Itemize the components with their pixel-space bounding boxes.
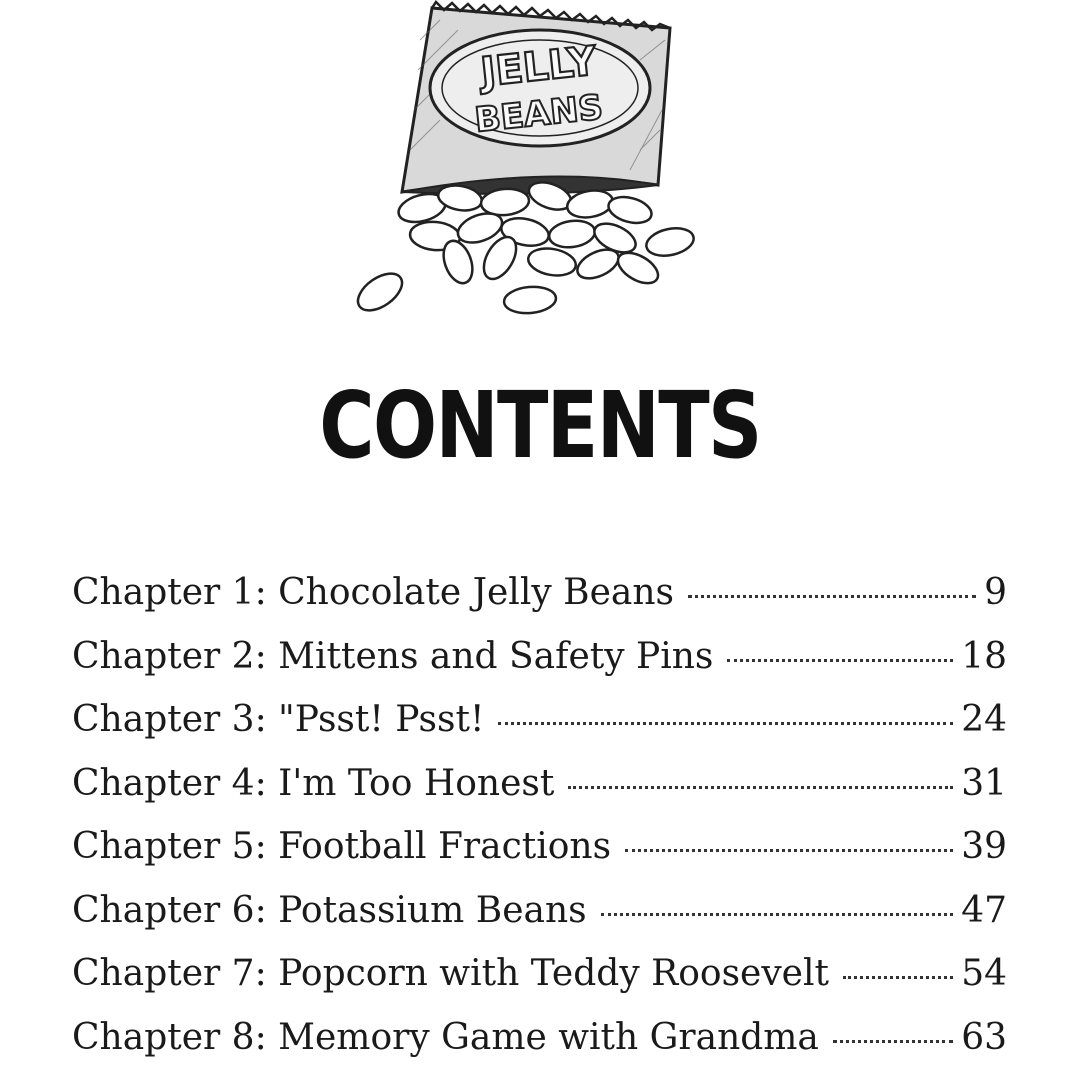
toc-entry-page: 31	[961, 762, 1007, 804]
toc-entry	[72, 699, 1007, 763]
toc-entry-label: Chapter 6: Potassium Beans	[72, 889, 587, 931]
bag-label-line1: JELLY	[478, 38, 599, 97]
toc-entry	[72, 826, 1007, 890]
toc-entry	[72, 953, 1007, 1017]
toc-dot-leader	[727, 659, 953, 662]
toc-dot-leader	[498, 722, 953, 725]
page-title: CONTENTS	[319, 372, 761, 479]
bag-label-line2: BEANS	[472, 87, 605, 141]
toc-entry-page: 54	[961, 953, 1007, 994]
toc-dot-leader	[625, 849, 953, 852]
toc-entry-label: Chapter 3: "Psst! Psst!	[72, 699, 485, 740]
toc-entry-page: 18	[961, 635, 1007, 677]
toc-dot-leader	[688, 595, 976, 598]
toc-entry	[72, 636, 1007, 700]
toc-entry-label: Chapter 4: I'm Too Honest	[72, 762, 555, 804]
toc-entry-page: 9	[984, 572, 1007, 613]
toc-entry-page: 47	[961, 889, 1007, 931]
toc-entry-label: Chapter 8: Memory Game with Grandma	[72, 1016, 819, 1058]
toc-entry-label: Chapter 1: Chocolate Jelly Beans	[72, 572, 674, 613]
toc-entry-label: Chapter 5: Football Fractions	[72, 826, 612, 867]
toc-dot-leader	[843, 976, 953, 979]
toc-entry	[72, 572, 1007, 636]
toc-dot-leader	[601, 913, 954, 916]
jelly-beans	[351, 177, 696, 318]
jelly-beans-bag-illustration	[340, 0, 720, 330]
toc-entry	[72, 1017, 1007, 1080]
toc-dot-leader	[833, 1040, 953, 1043]
toc-dot-leader	[568, 786, 953, 789]
toc-entry-page: 63	[961, 1016, 1007, 1058]
toc-entry-page: 39	[961, 826, 1007, 867]
toc-entry-label: Chapter 2: Mittens and Safety Pins	[72, 635, 714, 677]
toc-entry-page: 24	[961, 699, 1007, 740]
table-of-contents	[72, 572, 1007, 1080]
toc-entry-label: Chapter 7: Popcorn with Teddy Roosevelt	[72, 953, 829, 994]
toc-entry	[72, 763, 1007, 827]
toc-entry	[72, 890, 1007, 954]
